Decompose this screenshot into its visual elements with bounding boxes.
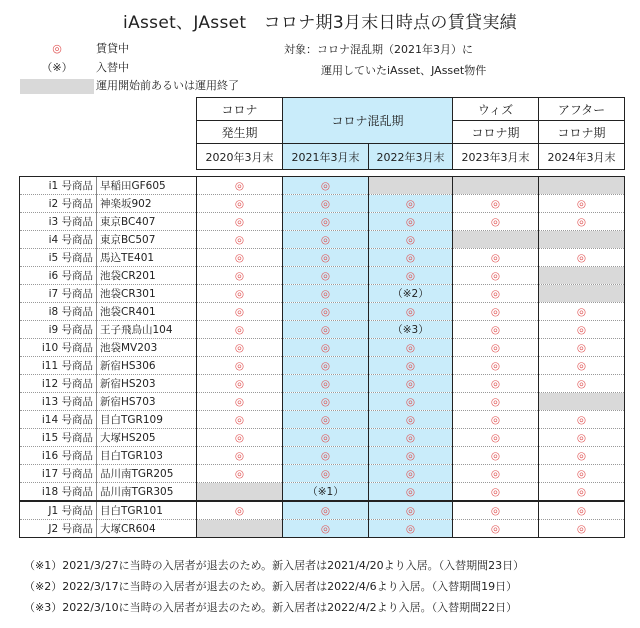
group-header-turmoil: コロナ混乱期 xyxy=(283,98,453,144)
status-leasing: ◎ xyxy=(369,213,453,231)
status-leasing: ◎ xyxy=(539,195,625,213)
inactive-cell xyxy=(369,177,453,195)
inactive-cell xyxy=(453,231,539,249)
status-leasing: ◎ xyxy=(197,267,283,285)
status-leasing: ◎ xyxy=(283,303,369,321)
status-leasing: ◎ xyxy=(453,285,539,303)
status-leasing: ◎ xyxy=(197,321,283,339)
status-leasing: ◎ xyxy=(369,195,453,213)
table-row xyxy=(20,393,625,411)
status-leasing: ◎ xyxy=(369,357,453,375)
property-name: 目白TGR109 xyxy=(97,411,197,429)
status-leasing: ◎ xyxy=(283,465,369,483)
status-leasing: ◎ xyxy=(539,520,625,538)
product-id: i5 号商品 xyxy=(20,249,97,267)
inactive-cell xyxy=(539,177,625,195)
status-leasing: ◎ xyxy=(197,411,283,429)
status-leasing: ◎ xyxy=(283,285,369,303)
status-leasing: ◎ xyxy=(539,411,625,429)
status-leasing: ◎ xyxy=(283,195,369,213)
group-header-with-2: コロナ期 xyxy=(453,121,539,144)
status-leasing: ◎ xyxy=(453,213,539,231)
status-leasing: ◎ xyxy=(369,375,453,393)
status-leasing: ◎ xyxy=(283,501,369,520)
status-leasing: ◎ xyxy=(453,465,539,483)
status-leasing: ◎ xyxy=(539,213,625,231)
status-leasing: ◎ xyxy=(453,195,539,213)
status-leasing: ◎ xyxy=(539,339,625,357)
status-leasing: ◎ xyxy=(197,447,283,465)
date-header: 2022年3月末 xyxy=(369,144,453,170)
status-leasing: ◎ xyxy=(539,501,625,520)
property-name: 目白TGR101 xyxy=(97,501,197,520)
table-row xyxy=(20,447,625,465)
status-leasing: ◎ xyxy=(283,339,369,357)
property-name: 大塚CR604 xyxy=(97,520,197,538)
status-leasing: ◎ xyxy=(453,339,539,357)
status-leasing: ◎ xyxy=(539,375,625,393)
property-name: 品川南TGR205 xyxy=(97,465,197,483)
status-leasing: ◎ xyxy=(453,393,539,411)
property-name: 大塚HS205 xyxy=(97,429,197,447)
status-leasing: ◎ xyxy=(453,411,539,429)
table-row xyxy=(20,375,625,393)
inactive-cell xyxy=(453,177,539,195)
table-row xyxy=(20,411,625,429)
group-header-with: ウィズ xyxy=(453,98,539,121)
footnote-1: （※1）2021/3/27に当時の入居者が退去のため。新入居者は2021/4/20より入居。（入替期間23日） xyxy=(24,559,525,572)
table-row xyxy=(20,285,625,303)
status-leasing: ◎ xyxy=(369,249,453,267)
table-row xyxy=(20,357,625,375)
table-row xyxy=(20,231,625,249)
date-header: 2021年3月末 xyxy=(283,144,369,170)
status-leasing: ◎ xyxy=(369,483,453,502)
status-leasing: ◎ xyxy=(539,303,625,321)
property-name: 品川南TGR305 xyxy=(97,483,197,502)
date-header: 2023年3月末 xyxy=(453,144,539,170)
table-row xyxy=(20,483,625,502)
status-leasing: ◎ xyxy=(283,520,369,538)
product-id: i1 号商品 xyxy=(20,177,97,195)
product-id: i16 号商品 xyxy=(20,447,97,465)
status-leasing: ◎ xyxy=(453,375,539,393)
lease-record-table xyxy=(19,97,625,538)
group-header-outbreak-2: 発生期 xyxy=(197,121,283,144)
product-id: i12 号商品 xyxy=(20,375,97,393)
status-leasing: ◎ xyxy=(283,267,369,285)
group-header-after: アフター xyxy=(539,98,625,121)
product-id: i3 号商品 xyxy=(20,213,97,231)
product-id: i14 号商品 xyxy=(20,411,97,429)
table-row xyxy=(20,520,625,538)
status-leasing: ◎ xyxy=(453,249,539,267)
product-id: i13 号商品 xyxy=(20,393,97,411)
product-id: i17 号商品 xyxy=(20,465,97,483)
table-row xyxy=(20,303,625,321)
product-id: i15 号商品 xyxy=(20,429,97,447)
status-leasing: ◎ xyxy=(197,285,283,303)
status-leasing: ◎ xyxy=(197,429,283,447)
status-leasing: ◎ xyxy=(283,213,369,231)
product-id: i18 号商品 xyxy=(20,483,97,502)
status-leasing: ◎ xyxy=(197,303,283,321)
status-replacing: （※2） xyxy=(369,285,453,303)
table-row xyxy=(20,339,625,357)
status-leasing: ◎ xyxy=(539,465,625,483)
inactive-cell xyxy=(539,285,625,303)
status-leasing: ◎ xyxy=(283,231,369,249)
status-leasing: ◎ xyxy=(369,303,453,321)
status-leasing: ◎ xyxy=(453,501,539,520)
inactive-cell xyxy=(539,231,625,249)
date-header: 2024年3月末 xyxy=(539,144,625,170)
status-leasing: ◎ xyxy=(197,213,283,231)
table-row xyxy=(20,321,625,339)
status-leasing: ◎ xyxy=(197,339,283,357)
status-leasing: ◎ xyxy=(283,375,369,393)
status-leasing: ◎ xyxy=(369,501,453,520)
property-name: 池袋MV203 xyxy=(97,339,197,357)
table-row xyxy=(20,177,625,195)
status-leasing: ◎ xyxy=(369,520,453,538)
property-name: 東京BC507 xyxy=(97,231,197,249)
status-leasing: ◎ xyxy=(453,447,539,465)
product-id: i11 号商品 xyxy=(20,357,97,375)
status-leasing: ◎ xyxy=(283,447,369,465)
target-note-line2: 運用していたiAsset、JAsset物件 xyxy=(321,64,487,77)
product-id: i8 号商品 xyxy=(20,303,97,321)
status-leasing: ◎ xyxy=(197,249,283,267)
status-leasing: ◎ xyxy=(283,357,369,375)
status-leasing: ◎ xyxy=(197,465,283,483)
property-name: 馬込TE401 xyxy=(97,249,197,267)
property-name: 新宿HS703 xyxy=(97,393,197,411)
status-leasing: ◎ xyxy=(453,357,539,375)
target-note-line1: 対象：コロナ混乱期（2021年3月）に xyxy=(284,43,473,56)
status-leasing: ◎ xyxy=(453,483,539,502)
status-replacing: （※3） xyxy=(369,321,453,339)
status-leasing: ◎ xyxy=(197,231,283,249)
status-leasing: ◎ xyxy=(369,339,453,357)
status-leasing: ◎ xyxy=(539,357,625,375)
product-id: J2 号商品 xyxy=(20,520,97,538)
inactive-cell xyxy=(197,483,283,502)
status-leasing: ◎ xyxy=(369,411,453,429)
group-header-outbreak: コロナ xyxy=(197,98,283,121)
property-name: 早稲田GF605 xyxy=(97,177,197,195)
page-title: iAsset、JAsset コロナ期3月末日時点の賃貸実績 xyxy=(123,13,517,33)
replacing-symbol: （※） xyxy=(41,61,73,74)
product-id: i9 号商品 xyxy=(20,321,97,339)
product-id: J1 号商品 xyxy=(20,501,97,520)
status-leasing: ◎ xyxy=(369,231,453,249)
status-leasing: ◎ xyxy=(453,267,539,285)
table-row xyxy=(20,213,625,231)
status-leasing: ◎ xyxy=(539,447,625,465)
status-leasing: ◎ xyxy=(369,267,453,285)
status-leasing: ◎ xyxy=(197,177,283,195)
property-name: 池袋CR301 xyxy=(97,285,197,303)
inactive-cell xyxy=(539,267,625,285)
status-leasing: ◎ xyxy=(197,393,283,411)
status-leasing: ◎ xyxy=(197,501,283,520)
date-header: 2020年3月末 xyxy=(197,144,283,170)
table-row xyxy=(20,195,625,213)
status-leasing: ◎ xyxy=(197,195,283,213)
inactive-cell xyxy=(539,393,625,411)
property-name: 目白TGR103 xyxy=(97,447,197,465)
status-leasing: ◎ xyxy=(539,249,625,267)
table-row xyxy=(20,465,625,483)
leasing-symbol: ◎ xyxy=(52,42,62,55)
status-leasing: ◎ xyxy=(369,447,453,465)
status-leasing: ◎ xyxy=(539,321,625,339)
property-name: 王子飛鳥山104 xyxy=(97,321,197,339)
product-id: i10 号商品 xyxy=(20,339,97,357)
product-id: i2 号商品 xyxy=(20,195,97,213)
status-leasing: ◎ xyxy=(453,520,539,538)
footnote-2: （※2）2022/3/17に当時の入居者が退去のため。新入居者は2022/4/6より入居。（入替期間19日） xyxy=(24,580,518,593)
property-name: 新宿HS306 xyxy=(97,357,197,375)
status-leasing: ◎ xyxy=(539,429,625,447)
status-leasing: ◎ xyxy=(283,249,369,267)
status-leasing: ◎ xyxy=(197,357,283,375)
table-row xyxy=(20,249,625,267)
status-leasing: ◎ xyxy=(283,411,369,429)
property-name: 新宿HS203 xyxy=(97,375,197,393)
status-leasing: ◎ xyxy=(197,375,283,393)
inactive-swatch xyxy=(20,79,94,94)
legend-label: 入替中 xyxy=(96,61,129,74)
property-name: 東京BC407 xyxy=(97,213,197,231)
table-row xyxy=(20,429,625,447)
status-leasing: ◎ xyxy=(453,303,539,321)
status-leasing: ◎ xyxy=(369,465,453,483)
table-row xyxy=(20,501,625,520)
property-name: 池袋CR201 xyxy=(97,267,197,285)
status-leasing: ◎ xyxy=(283,321,369,339)
footnote-3: （※3）2022/3/10に当時の入居者が退去のため。新入居者は2022/4/2より入居。（入替期間22日） xyxy=(24,601,518,614)
property-name: 神楽坂902 xyxy=(97,195,197,213)
property-name: 池袋CR401 xyxy=(97,303,197,321)
status-leasing: ◎ xyxy=(369,393,453,411)
product-id: i4 号商品 xyxy=(20,231,97,249)
status-leasing: ◎ xyxy=(283,393,369,411)
legend-label: 賃貸中 xyxy=(96,42,129,55)
table-row xyxy=(20,267,625,285)
status-leasing: ◎ xyxy=(453,429,539,447)
status-leasing: ◎ xyxy=(369,429,453,447)
status-leasing: ◎ xyxy=(539,483,625,502)
group-header-after-2: コロナ期 xyxy=(539,121,625,144)
product-id: i6 号商品 xyxy=(20,267,97,285)
product-id: i7 号商品 xyxy=(20,285,97,303)
status-replacing: （※1） xyxy=(283,483,369,502)
status-leasing: ◎ xyxy=(283,429,369,447)
status-leasing: ◎ xyxy=(453,321,539,339)
inactive-cell xyxy=(197,520,283,538)
table-body xyxy=(20,177,625,538)
legend-label: 運用開始前あるいは運用終了 xyxy=(96,79,239,92)
status-leasing: ◎ xyxy=(283,177,369,195)
